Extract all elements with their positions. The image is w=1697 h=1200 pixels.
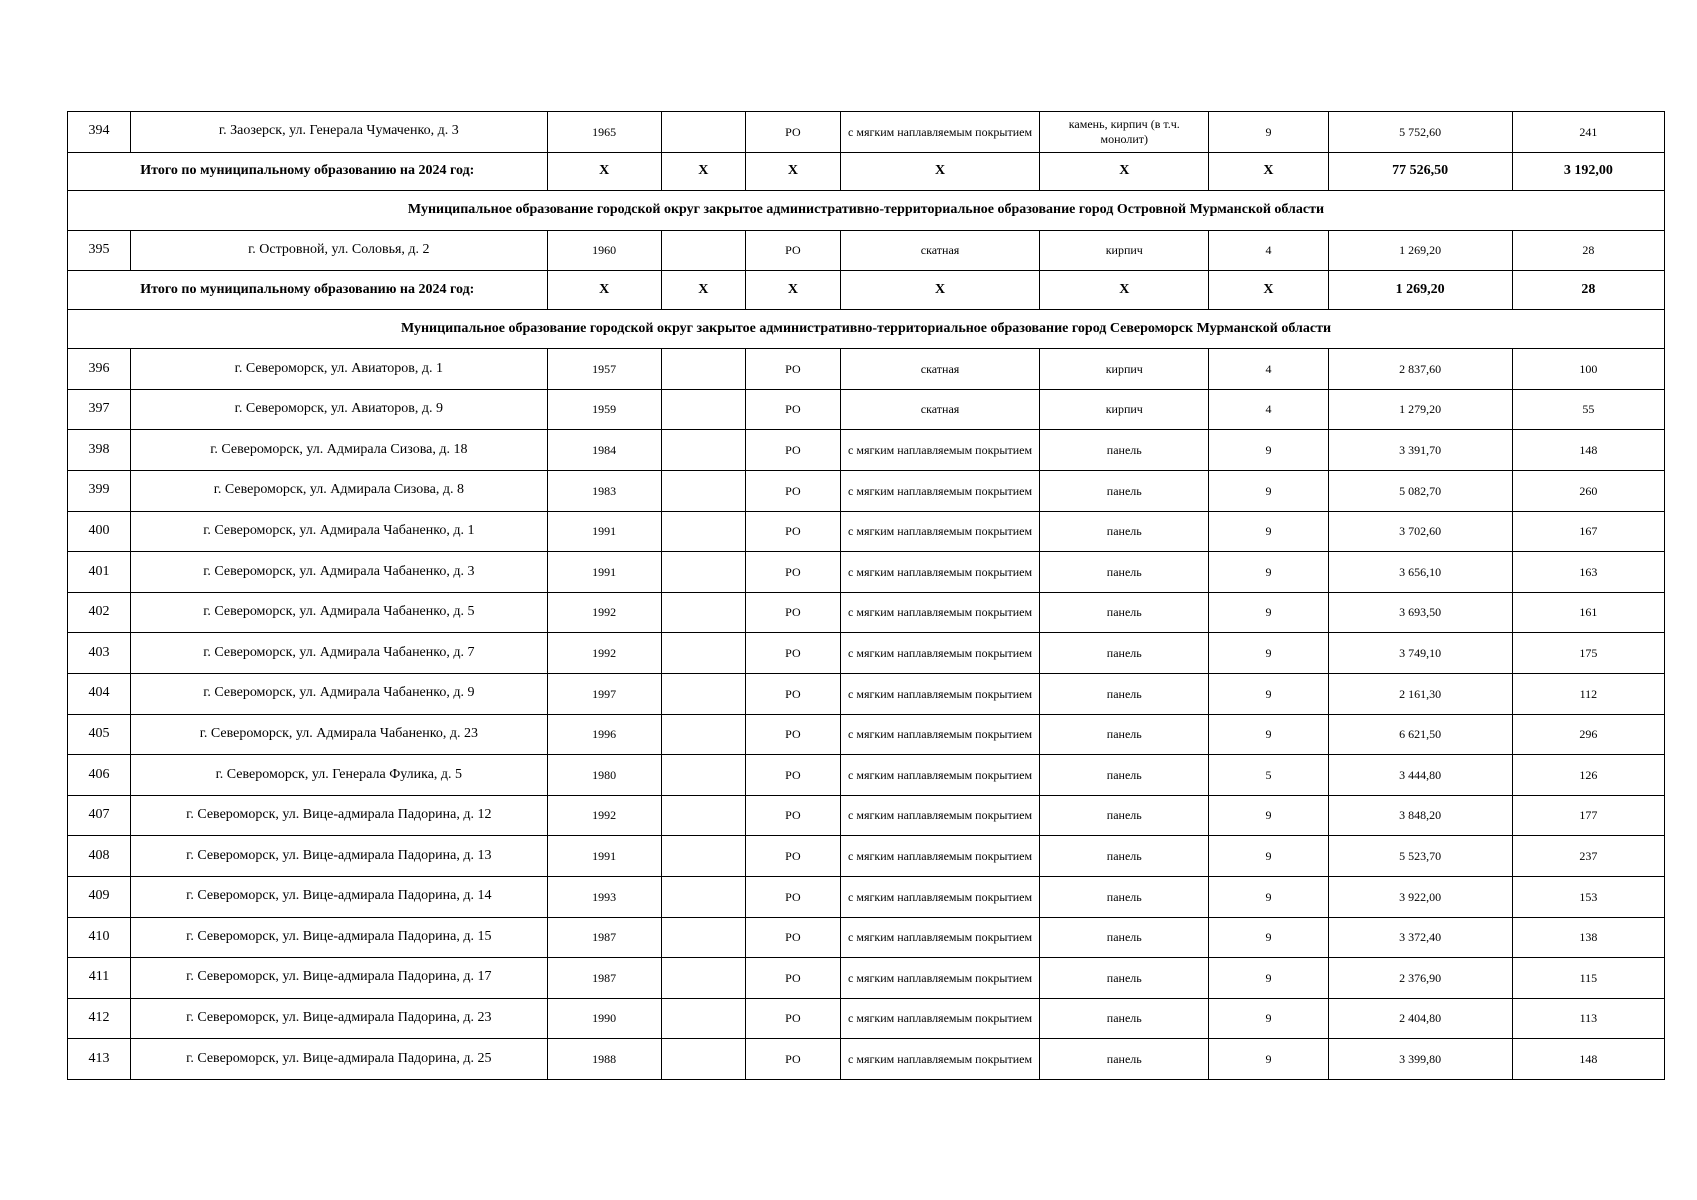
- cell-address: г. Североморск, ул. Вице-адмирала Падорина, д. 15: [131, 917, 548, 958]
- cell-year: 1997: [547, 673, 661, 714]
- cell-year: 1991: [547, 552, 661, 593]
- cell-address: г. Североморск, ул. Адмирала Чабаненко, д. 23: [131, 714, 548, 755]
- cell-roof: скатная: [840, 230, 1039, 271]
- cell-empty: [661, 714, 745, 755]
- cell-number: 408: [68, 836, 131, 877]
- total-row: [68, 271, 1665, 310]
- total-people: 28: [1512, 271, 1664, 310]
- cell-empty: [661, 552, 745, 593]
- cell-walls: панель: [1040, 714, 1209, 755]
- cell-roof: с мягким наплавляемым покрытием: [840, 112, 1039, 153]
- cell-ro: РО: [745, 389, 840, 430]
- table-row: [68, 430, 1665, 471]
- cell-year: 1988: [547, 1039, 661, 1080]
- cell-number: 411: [68, 958, 131, 999]
- cell-address: г. Североморск, ул. Адмирала Чабаненко, д. 1: [131, 511, 548, 552]
- cell-roof: с мягким наплавляемым покрытием: [840, 795, 1039, 836]
- cell-floors: 9: [1209, 998, 1328, 1039]
- cell-empty: [661, 673, 745, 714]
- cell-ro: РО: [745, 592, 840, 633]
- cell-roof: с мягким наплавляемым покрытием: [840, 430, 1039, 471]
- cell-address: г. Североморск, ул. Авиаторов, д. 1: [131, 349, 548, 390]
- cell-address: г. Североморск, ул. Адмирала Сизова, д. 18: [131, 430, 548, 471]
- cell-area: 5 752,60: [1328, 112, 1512, 153]
- cell-roof: с мягким наплавляемым покрытием: [840, 552, 1039, 593]
- cell-floors: 4: [1209, 389, 1328, 430]
- cell-floors: 9: [1209, 917, 1328, 958]
- cell-year: 1993: [547, 876, 661, 917]
- cell-floors: 9: [1209, 1039, 1328, 1080]
- cell-area: 2 161,30: [1328, 673, 1512, 714]
- total-x-mark: X: [1209, 152, 1328, 191]
- table-row: [68, 714, 1665, 755]
- cell-people: 175: [1512, 633, 1664, 674]
- cell-address: г. Североморск, ул. Вице-адмирала Падорина, д. 23: [131, 998, 548, 1039]
- table-row: [68, 349, 1665, 390]
- total-x-mark: X: [1040, 152, 1209, 191]
- cell-ro: РО: [745, 836, 840, 877]
- housing-table: [67, 111, 1665, 1080]
- cell-floors: 9: [1209, 470, 1328, 511]
- cell-floors: 9: [1209, 876, 1328, 917]
- cell-area: 1 269,20: [1328, 230, 1512, 271]
- cell-number: 396: [68, 349, 131, 390]
- cell-people: 148: [1512, 430, 1664, 471]
- cell-floors: 9: [1209, 633, 1328, 674]
- cell-floors: 9: [1209, 552, 1328, 593]
- cell-year: 1991: [547, 836, 661, 877]
- cell-number: 405: [68, 714, 131, 755]
- total-x-mark: X: [745, 152, 840, 191]
- cell-number: 403: [68, 633, 131, 674]
- total-x-mark: X: [661, 152, 745, 191]
- cell-empty: [661, 1039, 745, 1080]
- cell-people: 161: [1512, 592, 1664, 633]
- section-title: Муниципальное образование городской округ закрытое административно-территориальное образование город Островной Мурманской области: [68, 191, 1665, 231]
- cell-ro: РО: [745, 998, 840, 1039]
- cell-ro: РО: [745, 430, 840, 471]
- cell-number: 400: [68, 511, 131, 552]
- cell-area: 3 693,50: [1328, 592, 1512, 633]
- cell-year: 1965: [547, 112, 661, 153]
- cell-address: г. Североморск, ул. Вице-адмирала Падорина, д. 14: [131, 876, 548, 917]
- cell-address: г. Североморск, ул. Вице-адмирала Падорина, д. 25: [131, 1039, 548, 1080]
- total-x-mark: X: [1209, 271, 1328, 310]
- cell-area: 3 391,70: [1328, 430, 1512, 471]
- cell-walls: панель: [1040, 673, 1209, 714]
- table-row: [68, 836, 1665, 877]
- cell-walls: камень, кирпич (в т.ч. монолит): [1040, 112, 1209, 153]
- cell-address: г. Североморск, ул. Адмирала Сизова, д. 8: [131, 470, 548, 511]
- cell-ro: РО: [745, 958, 840, 999]
- table-row: [68, 795, 1665, 836]
- cell-year: 1987: [547, 917, 661, 958]
- cell-walls: панель: [1040, 836, 1209, 877]
- cell-area: 3 749,10: [1328, 633, 1512, 674]
- cell-empty: [661, 511, 745, 552]
- cell-area: 3 922,00: [1328, 876, 1512, 917]
- table-row: [68, 470, 1665, 511]
- cell-empty: [661, 230, 745, 271]
- cell-roof: с мягким наплавляемым покрытием: [840, 755, 1039, 796]
- cell-people: 28: [1512, 230, 1664, 271]
- cell-year: 1992: [547, 592, 661, 633]
- section-header-row: [68, 191, 1665, 231]
- total-x-mark: X: [840, 152, 1039, 191]
- section-header-row: [68, 309, 1665, 349]
- total-x-mark: X: [840, 271, 1039, 310]
- table-row: [68, 389, 1665, 430]
- cell-empty: [661, 795, 745, 836]
- cell-empty: [661, 112, 745, 153]
- cell-people: 126: [1512, 755, 1664, 796]
- cell-ro: РО: [745, 714, 840, 755]
- cell-address: г. Североморск, ул. Адмирала Чабаненко, д. 9: [131, 673, 548, 714]
- cell-ro: РО: [745, 230, 840, 271]
- cell-empty: [661, 592, 745, 633]
- cell-number: 409: [68, 876, 131, 917]
- cell-floors: 4: [1209, 349, 1328, 390]
- cell-people: 113: [1512, 998, 1664, 1039]
- section-title: Муниципальное образование городской округ закрытое административно-территориальное образование город Североморск Мурманской области: [68, 309, 1665, 349]
- cell-area: 2 837,60: [1328, 349, 1512, 390]
- cell-area: 6 621,50: [1328, 714, 1512, 755]
- cell-roof: с мягким наплавляемым покрытием: [840, 592, 1039, 633]
- cell-address: г. Североморск, ул. Адмирала Чабаненко, д. 3: [131, 552, 548, 593]
- cell-floors: 9: [1209, 511, 1328, 552]
- cell-address: г. Североморск, ул. Адмирала Чабаненко, д. 5: [131, 592, 548, 633]
- cell-year: 1992: [547, 795, 661, 836]
- cell-number: 413: [68, 1039, 131, 1080]
- total-x-mark: X: [661, 271, 745, 310]
- cell-empty: [661, 876, 745, 917]
- cell-ro: РО: [745, 876, 840, 917]
- cell-floors: 9: [1209, 430, 1328, 471]
- cell-roof: с мягким наплавляемым покрытием: [840, 958, 1039, 999]
- cell-roof: с мягким наплавляемым покрытием: [840, 633, 1039, 674]
- cell-empty: [661, 958, 745, 999]
- cell-ro: РО: [745, 552, 840, 593]
- cell-year: 1987: [547, 958, 661, 999]
- cell-number: 399: [68, 470, 131, 511]
- cell-year: 1991: [547, 511, 661, 552]
- cell-people: 241: [1512, 112, 1664, 153]
- cell-number: 395: [68, 230, 131, 271]
- cell-area: 1 279,20: [1328, 389, 1512, 430]
- cell-year: 1984: [547, 430, 661, 471]
- cell-people: 296: [1512, 714, 1664, 755]
- cell-empty: [661, 633, 745, 674]
- cell-number: 397: [68, 389, 131, 430]
- cell-ro: РО: [745, 1039, 840, 1080]
- cell-people: 112: [1512, 673, 1664, 714]
- cell-floors: 9: [1209, 714, 1328, 755]
- cell-number: 404: [68, 673, 131, 714]
- cell-year: 1960: [547, 230, 661, 271]
- cell-year: 1980: [547, 755, 661, 796]
- cell-address: г. Североморск, ул. Вице-адмирала Падорина, д. 17: [131, 958, 548, 999]
- cell-year: 1996: [547, 714, 661, 755]
- cell-walls: панель: [1040, 795, 1209, 836]
- cell-walls: панель: [1040, 552, 1209, 593]
- cell-ro: РО: [745, 755, 840, 796]
- cell-walls: панель: [1040, 470, 1209, 511]
- total-area: 77 526,50: [1328, 152, 1512, 191]
- cell-number: 412: [68, 998, 131, 1039]
- cell-number: 394: [68, 112, 131, 153]
- cell-area: 3 656,10: [1328, 552, 1512, 593]
- cell-people: 55: [1512, 389, 1664, 430]
- cell-floors: 9: [1209, 958, 1328, 999]
- cell-year: 1992: [547, 633, 661, 674]
- cell-year: 1990: [547, 998, 661, 1039]
- cell-walls: кирпич: [1040, 389, 1209, 430]
- cell-area: 5 523,70: [1328, 836, 1512, 877]
- cell-roof: с мягким наплавляемым покрытием: [840, 998, 1039, 1039]
- cell-address: г. Североморск, ул. Вице-адмирала Падорина, д. 12: [131, 795, 548, 836]
- cell-roof: с мягким наплавляемым покрытием: [840, 876, 1039, 917]
- cell-number: 398: [68, 430, 131, 471]
- cell-empty: [661, 917, 745, 958]
- cell-area: 2 376,90: [1328, 958, 1512, 999]
- table-row: [68, 958, 1665, 999]
- cell-people: 148: [1512, 1039, 1664, 1080]
- cell-walls: панель: [1040, 592, 1209, 633]
- cell-ro: РО: [745, 673, 840, 714]
- table-row: [68, 112, 1665, 153]
- cell-people: 167: [1512, 511, 1664, 552]
- cell-walls: панель: [1040, 1039, 1209, 1080]
- cell-address: г. Североморск, ул. Генерала Фулика, д. 5: [131, 755, 548, 796]
- cell-year: 1959: [547, 389, 661, 430]
- cell-roof: с мягким наплавляемым покрытием: [840, 511, 1039, 552]
- table-row: [68, 755, 1665, 796]
- cell-number: 410: [68, 917, 131, 958]
- cell-ro: РО: [745, 112, 840, 153]
- cell-area: 3 444,80: [1328, 755, 1512, 796]
- cell-floors: 5: [1209, 755, 1328, 796]
- cell-number: 401: [68, 552, 131, 593]
- cell-ro: РО: [745, 795, 840, 836]
- cell-walls: панель: [1040, 998, 1209, 1039]
- total-people: 3 192,00: [1512, 152, 1664, 191]
- table-row: [68, 592, 1665, 633]
- total-x-mark: X: [745, 271, 840, 310]
- table-row: [68, 633, 1665, 674]
- cell-ro: РО: [745, 470, 840, 511]
- cell-floors: 9: [1209, 673, 1328, 714]
- table-row: [68, 511, 1665, 552]
- cell-number: 402: [68, 592, 131, 633]
- cell-empty: [661, 389, 745, 430]
- cell-roof: скатная: [840, 349, 1039, 390]
- cell-people: 100: [1512, 349, 1664, 390]
- cell-year: 1957: [547, 349, 661, 390]
- table-row: [68, 673, 1665, 714]
- cell-walls: панель: [1040, 958, 1209, 999]
- cell-area: 3 399,80: [1328, 1039, 1512, 1080]
- cell-ro: РО: [745, 511, 840, 552]
- total-row: [68, 152, 1665, 191]
- cell-ro: РО: [745, 349, 840, 390]
- cell-walls: панель: [1040, 633, 1209, 674]
- cell-roof: с мягким наплавляемым покрытием: [840, 714, 1039, 755]
- cell-floors: 9: [1209, 112, 1328, 153]
- cell-area: 3 702,60: [1328, 511, 1512, 552]
- cell-people: 153: [1512, 876, 1664, 917]
- cell-address: г. Островной, ул. Соловья, д. 2: [131, 230, 548, 271]
- cell-people: 237: [1512, 836, 1664, 877]
- table-row: [68, 1039, 1665, 1080]
- cell-empty: [661, 836, 745, 877]
- total-x-mark: X: [547, 271, 661, 310]
- cell-people: 260: [1512, 470, 1664, 511]
- cell-floors: 9: [1209, 592, 1328, 633]
- cell-number: 406: [68, 755, 131, 796]
- cell-empty: [661, 470, 745, 511]
- cell-people: 115: [1512, 958, 1664, 999]
- cell-floors: 9: [1209, 836, 1328, 877]
- table-row: [68, 917, 1665, 958]
- total-x-mark: X: [1040, 271, 1209, 310]
- cell-address: г. Заозерск, ул. Генерала Чумаченко, д. 3: [131, 112, 548, 153]
- table-row: [68, 876, 1665, 917]
- cell-people: 138: [1512, 917, 1664, 958]
- table-row: [68, 230, 1665, 271]
- total-label: Итого по муниципальному образованию на 2024 год:: [68, 271, 548, 310]
- cell-walls: панель: [1040, 755, 1209, 796]
- cell-address: г. Североморск, ул. Вице-адмирала Падорина, д. 13: [131, 836, 548, 877]
- cell-roof: скатная: [840, 389, 1039, 430]
- cell-roof: с мягким наплавляемым покрытием: [840, 1039, 1039, 1080]
- cell-walls: панель: [1040, 876, 1209, 917]
- table-body: [68, 112, 1665, 1080]
- cell-empty: [661, 998, 745, 1039]
- total-x-mark: X: [547, 152, 661, 191]
- cell-empty: [661, 430, 745, 471]
- cell-number: 407: [68, 795, 131, 836]
- cell-people: 163: [1512, 552, 1664, 593]
- cell-ro: РО: [745, 633, 840, 674]
- cell-area: 3 372,40: [1328, 917, 1512, 958]
- cell-ro: РО: [745, 917, 840, 958]
- total-area: 1 269,20: [1328, 271, 1512, 310]
- cell-empty: [661, 755, 745, 796]
- cell-people: 177: [1512, 795, 1664, 836]
- cell-roof: с мягким наплавляемым покрытием: [840, 836, 1039, 877]
- cell-year: 1983: [547, 470, 661, 511]
- cell-address: г. Североморск, ул. Авиаторов, д. 9: [131, 389, 548, 430]
- cell-roof: с мягким наплавляемым покрытием: [840, 673, 1039, 714]
- cell-walls: кирпич: [1040, 349, 1209, 390]
- cell-walls: кирпич: [1040, 230, 1209, 271]
- cell-area: 2 404,80: [1328, 998, 1512, 1039]
- cell-floors: 9: [1209, 795, 1328, 836]
- cell-walls: панель: [1040, 511, 1209, 552]
- cell-address: г. Североморск, ул. Адмирала Чабаненко, д. 7: [131, 633, 548, 674]
- cell-floors: 4: [1209, 230, 1328, 271]
- cell-area: 3 848,20: [1328, 795, 1512, 836]
- cell-walls: панель: [1040, 917, 1209, 958]
- cell-roof: с мягким наплавляемым покрытием: [840, 470, 1039, 511]
- cell-walls: панель: [1040, 430, 1209, 471]
- table-row: [68, 998, 1665, 1039]
- cell-empty: [661, 349, 745, 390]
- total-label: Итого по муниципальному образованию на 2024 год:: [68, 152, 548, 191]
- cell-roof: с мягким наплавляемым покрытием: [840, 917, 1039, 958]
- table-row: [68, 552, 1665, 593]
- cell-area: 5 082,70: [1328, 470, 1512, 511]
